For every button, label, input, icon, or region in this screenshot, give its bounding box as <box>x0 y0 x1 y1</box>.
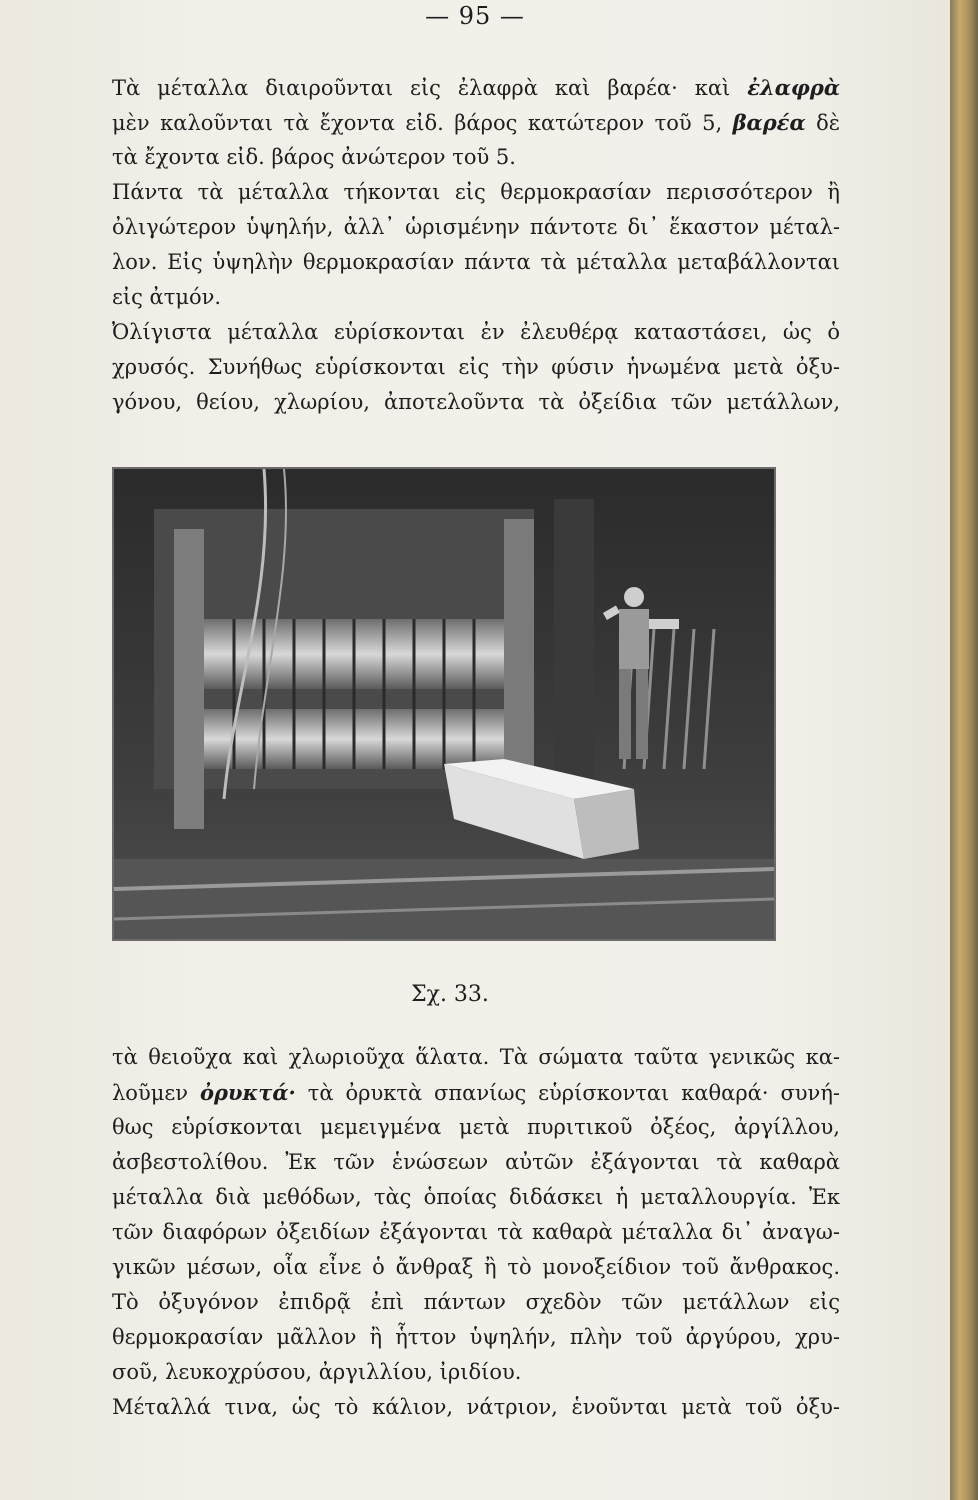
text-line <box>112 1250 840 1285</box>
text-line <box>112 1040 840 1075</box>
text-line <box>112 1075 840 1110</box>
text-segment: θως εὑρίσκονται μεμειγμένα μετὰ πυριτικοῦ ὀξέος, ἀργίλλου, <box>112 1115 840 1139</box>
figure-caption: Σχ. 33. <box>411 982 489 1007</box>
text-line <box>112 1110 840 1145</box>
text-segment: γόνου, θείου, χλωρίου, ἀποτελοῦντα τὰ ὀξείδια τῶν μετάλλων, <box>112 390 840 414</box>
text-segment: λοῦμεν <box>112 1081 200 1105</box>
bold-term: ἐλαφρὰ <box>747 75 840 100</box>
text-line <box>112 315 840 350</box>
text-segment: Μέταλλά τινα, ὡς τὸ κάλιον, νάτριον, ἑνοῦνται μετὰ τοῦ ὀξυ- <box>112 1395 840 1419</box>
text-segment: μέταλλα διὰ μεθόδων, τὰς ὁποίας διδάσκει ἡ μεταλλουργία. Ἐκ <box>112 1185 840 1209</box>
text-segment: ἀσβεστολίθου. Ἐκ τῶν ἑνώσεων αὐτῶν ἐξάγονται τὰ καθαρὰ <box>112 1150 840 1174</box>
text-line <box>112 1390 840 1425</box>
text-line <box>112 210 840 245</box>
text-line <box>112 1215 840 1250</box>
book-spine-edge <box>950 0 978 1500</box>
text-segment: τῶν διαφόρων ὀξειδίων ἐξάγονται τὰ καθαρὰ μέταλλα δι᾽ ἀναγω- <box>112 1220 840 1244</box>
text-line <box>112 1180 840 1215</box>
text-line <box>112 245 840 280</box>
text-line <box>112 140 840 175</box>
text-line <box>112 70 840 105</box>
text-segment: τὰ θειοῦχα καὶ χλωριοῦχα ἅλατα. Τὰ σώματα ταῦτα γενικῶς κα- <box>112 1045 840 1069</box>
text-segment: δὲ <box>805 111 840 135</box>
text-line <box>112 350 840 385</box>
text-segment: χρυσός. Συνήθως εὑρίσκονται εἰς τὴν φύσιν ἡνωμένα μετὰ ὀξυ- <box>112 355 840 379</box>
figure-engraving <box>112 467 776 941</box>
text-segment: ὀλιγώτερον ὑψηλήν, ἀλλ᾽ ὡρισμένην πάντοτε δι᾽ ἕκαστον μέταλ- <box>112 215 840 239</box>
text-segment: Τὸ ὀξυγόνον ἐπιδρᾷ ἐπὶ πάντων σχεδὸν τῶν μετάλλων εἰς <box>112 1290 840 1314</box>
text-segment: εἰς ἀτμόν. <box>112 285 222 309</box>
text-line <box>112 175 840 210</box>
text-line <box>112 385 840 420</box>
bold-term: ὀρυκτά· <box>199 1080 296 1105</box>
text-segment: θερμοκρασίαν μᾶλλον ἢ ἧττον ὑψηλήν, πλὴν τοῦ ἀργύρου, χρυ- <box>112 1325 840 1349</box>
text-block-upper <box>112 70 840 420</box>
text-segment: Πάντα τὰ μέταλλα τήκονται εἰς θερμοκρασίαν περισσότερον ἢ <box>112 180 840 204</box>
bold-term: βαρέα <box>732 110 806 135</box>
text-segment: τὰ ἔχοντα εἰδ. βάρος ἀνώτερον τοῦ 5. <box>112 145 516 169</box>
text-segment: Ὀλίγιστα μέταλλα εὑρίσκονται ἐν ἐλευθέρᾳ καταστάσει, ὡς ὁ <box>112 320 840 344</box>
text-segment: τὰ ὀρυκτὰ σπανίως εὑρίσκονται καθαρά· συνή- <box>295 1081 840 1105</box>
text-segment: σοῦ, λευκοχρύσου, ἀργιλλίου, ἰριδίου. <box>112 1360 522 1384</box>
text-line <box>112 1320 840 1355</box>
text-line <box>112 280 840 315</box>
rolling-mill-illustration <box>114 469 774 939</box>
text-line <box>112 1355 840 1390</box>
text-line <box>112 1145 840 1180</box>
text-block-lower <box>112 1040 840 1425</box>
text-line <box>112 1285 840 1320</box>
page-number: — 95 — <box>425 2 525 30</box>
text-segment: γικῶν μέσων, οἷα εἶνε ὁ ἄνθραξ ἢ τὸ μονοξείδιον τοῦ ἄνθρακος. <box>112 1255 840 1279</box>
text-segment: μὲν καλοῦνται τὰ ἔχοντα εἰδ. βάρος κατώτερον τοῦ 5, <box>112 111 733 135</box>
text-segment: Τὰ μέταλλα διαιροῦνται εἰς ἐλαφρὰ καὶ βαρέα· καὶ <box>112 76 748 100</box>
text-segment: λον. Εἰς ὑψηλὴν θερμοκρασίαν πάντα τὰ μέταλλα μεταβάλλονται <box>112 250 840 274</box>
text-line <box>112 105 840 140</box>
